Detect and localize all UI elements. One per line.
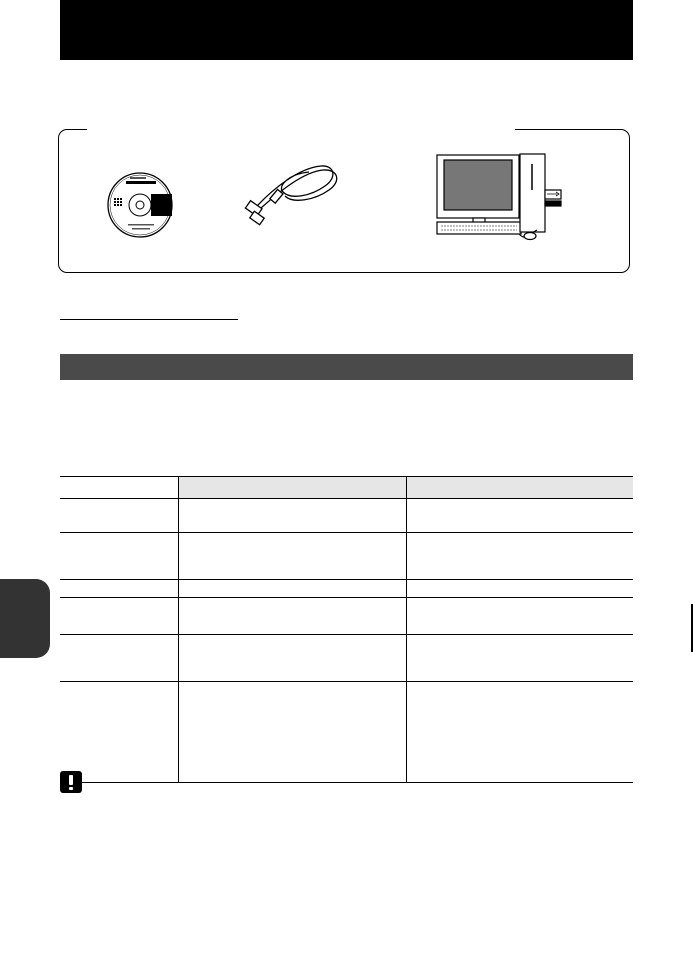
table-cell <box>60 682 179 783</box>
table-header-cell <box>60 477 179 499</box>
table-cell <box>179 580 407 598</box>
chapter-side-tab <box>0 579 50 658</box>
table-cell <box>179 635 407 682</box>
reference-underline <box>60 319 238 320</box>
caution-icon <box>60 771 82 793</box>
table-cell <box>179 682 407 783</box>
figure-illustrations <box>59 130 629 272</box>
table-cell <box>60 598 179 635</box>
required-items-figure <box>58 129 630 273</box>
table-header-cell <box>179 477 407 499</box>
usb-cable-icon <box>245 166 336 225</box>
operating-environment-table <box>60 476 633 783</box>
table-row <box>60 533 633 580</box>
table-cell <box>407 635 634 682</box>
table-cell <box>407 499 634 533</box>
table-cell <box>60 533 179 580</box>
table-cell <box>60 580 179 598</box>
table-header-row <box>60 477 633 499</box>
table-cell <box>407 682 634 783</box>
chapter-title-bar <box>60 0 633 60</box>
desktop-computer-icon <box>437 154 561 240</box>
table-row <box>60 499 633 533</box>
table-cell <box>407 580 634 598</box>
table-header-cell <box>407 477 634 499</box>
table-cell <box>179 499 407 533</box>
table-row <box>60 635 633 682</box>
table-row <box>60 580 633 598</box>
table-cell <box>407 533 634 580</box>
section-heading-bar <box>60 354 633 380</box>
table-cell <box>407 598 634 635</box>
cd-rom-icon <box>108 173 172 237</box>
table-cell <box>179 533 407 580</box>
table-row <box>60 598 633 635</box>
table-cell <box>60 635 179 682</box>
table-row <box>60 682 633 783</box>
table-cell <box>179 598 407 635</box>
table-cell <box>60 499 179 533</box>
